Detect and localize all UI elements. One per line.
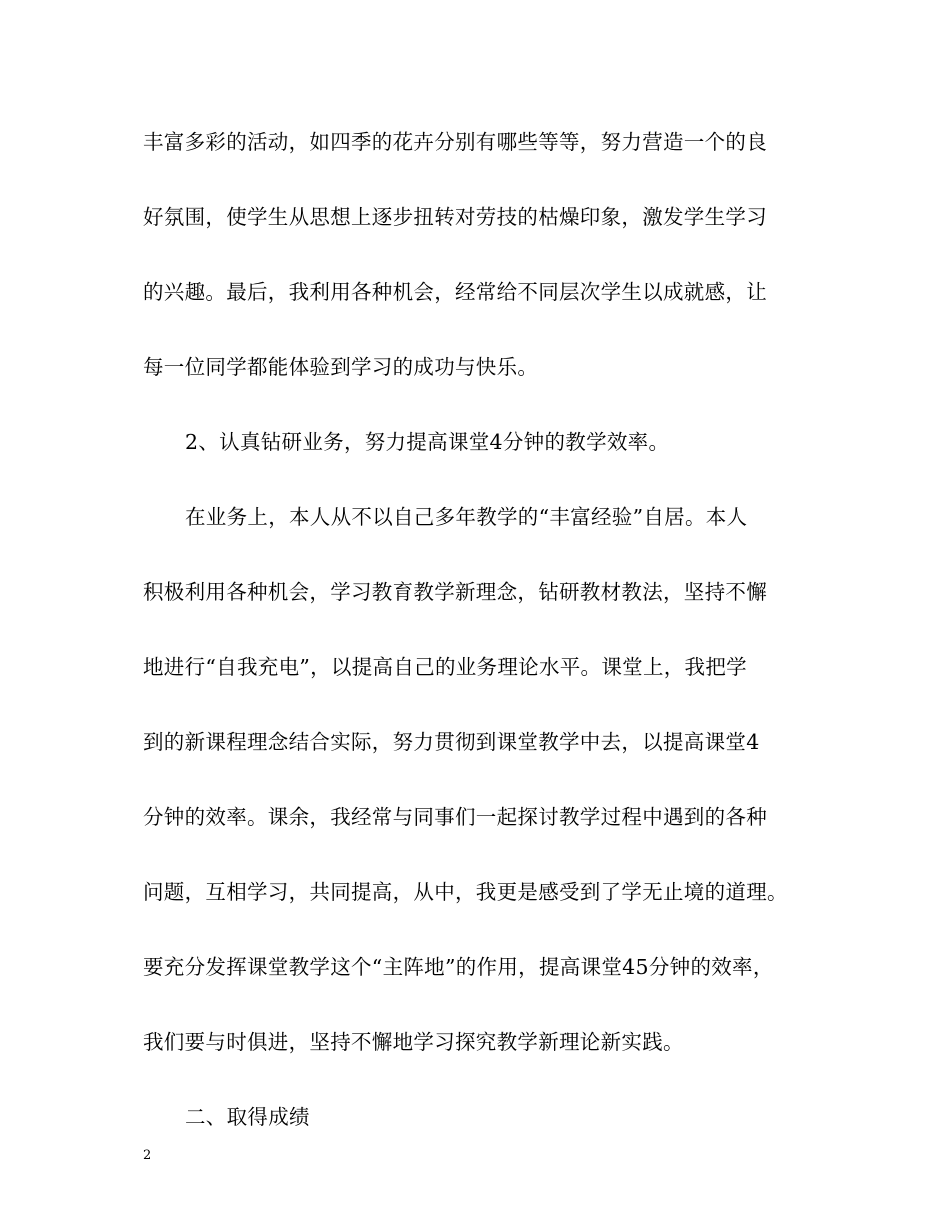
body-text-line: 的兴趣。最后，我利用各种机会，经常给不同层次学生以成就感，让 <box>143 280 767 304</box>
body-text-line: 地进行“自我充电”，以提高自己的业务理论水平。课堂上，我把学 <box>143 655 747 679</box>
body-text-line: 好氛围，使学生从思想上逐步扭转对劳技的枯燥印象，激发学生学习 <box>143 205 767 229</box>
body-text-line: 积极利用各种机会，学习教育教学新理念，钻研教材教法，坚持不懈 <box>143 580 767 604</box>
body-text-line: 到的新课程理念结合实际，努力贯彻到课堂教学中去，以提高课堂4 <box>143 730 760 754</box>
section-heading: 二、取得成绩 <box>185 1105 310 1129</box>
body-text-line: 分钟的效率。课余，我经常与同事们一起探讨教学过程中遇到的各种 <box>143 805 767 829</box>
body-text-line: 丰富多彩的活动，如四季的花卉分别有哪些等等，努力营造一个的良 <box>143 130 767 154</box>
body-text-line: 在业务上，本人从不以自己多年教学的“丰富经验”自居。本人 <box>185 505 748 529</box>
section-heading: 2、认真钻研业务，努力提高课堂4分钟的教学效率。 <box>185 430 670 454</box>
body-text-line: 要充分发挥课堂教学这个“主阵地”的作用，提高课堂45分钟的效率， <box>143 955 774 979</box>
body-text-line: 我们要与时俱进，坚持不懈地学习探究教学新理论新实践。 <box>143 1030 684 1054</box>
body-text-line: 问题，互相学习，共同提高，从中，我更是感受到了学无止境的道理。 <box>143 880 788 904</box>
body-text-line: 每一位同学都能体验到学习的成功与快乐。 <box>143 355 539 379</box>
page-number: 2 <box>143 1148 152 1163</box>
